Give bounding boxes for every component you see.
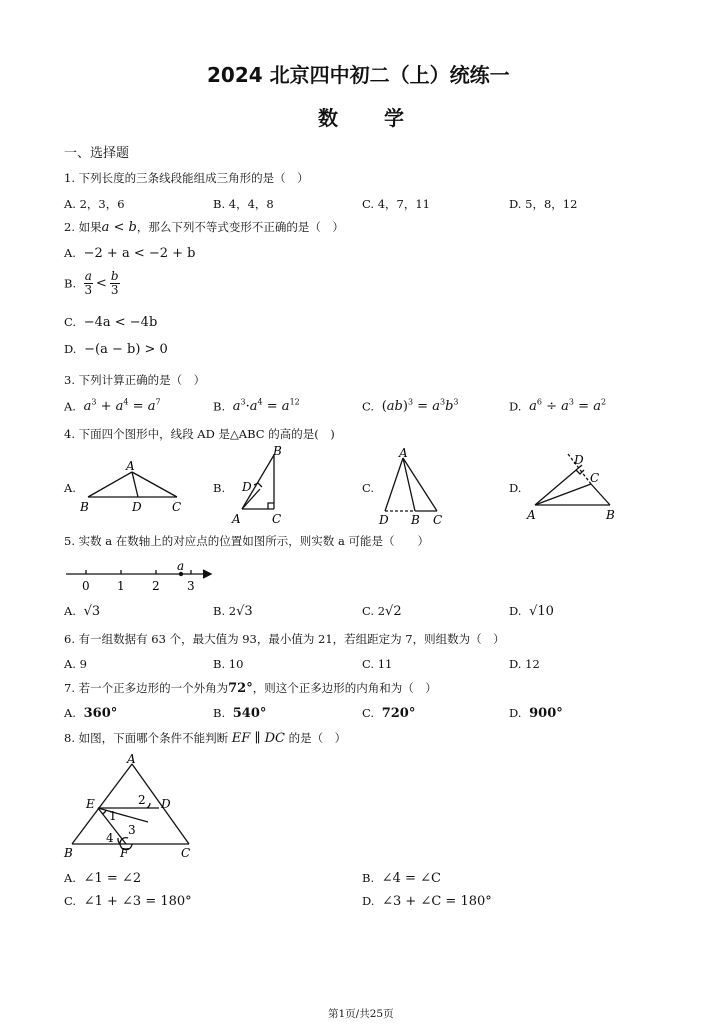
q3-option-c — [362, 398, 458, 414]
q1-option-c: C. 4，7，11 — [362, 197, 430, 211]
q5-option-a-math: √3 — [83, 604, 101, 619]
subject-title: 数 学 — [318, 106, 406, 130]
q3-option-c-label: C. — [362, 399, 375, 414]
q2-option-a — [64, 246, 196, 261]
q3-option-c-math: $(ab)^3 = a^3b^3$ — [381, 398, 459, 415]
svg-text:3: 3 — [128, 823, 136, 837]
q2-option-b-frac-b — [110, 270, 120, 297]
q7-option-c-label: C. — [362, 706, 375, 720]
q3-option-d — [509, 398, 606, 414]
q2-option-d-label: D. — [64, 342, 77, 356]
q1-option-b: B. 4，4，8 — [213, 197, 274, 211]
q7-option-a — [64, 706, 117, 721]
svg-text:C: C — [272, 512, 282, 526]
q2-option-a-math: −2 + a < −2 + b — [83, 246, 196, 261]
q7-option-d-value: 900° — [529, 706, 563, 721]
q5-option-b — [213, 604, 253, 619]
q4-option-b-label: B. — [213, 481, 226, 495]
svg-text:E: E — [86, 797, 95, 811]
q4-stem: 4. 下面四个图形中，线段 AD 是△ABC 的高的是( ) — [64, 427, 335, 441]
q2-option-b-frac-a — [84, 270, 93, 297]
svg-text:D: D — [242, 480, 252, 494]
q2-option-d-math: −(a − b) > 0 — [84, 342, 168, 357]
q5-option-b-math: √3 — [236, 604, 253, 619]
svg-text:B: B — [411, 513, 420, 527]
q2-option-c-math: −4a < −4b — [83, 315, 158, 330]
q2-stem-pre: 2. 如果 — [64, 220, 102, 234]
q7-option-b-value: 540° — [232, 706, 267, 721]
svg-text:A: A — [126, 459, 135, 473]
q4-option-a-label: A. — [64, 481, 76, 495]
q1-option-a: A. 2，3，6 — [64, 197, 125, 211]
q3-option-b-math: $a^3\cdot a^4 = a^{12}$ — [232, 398, 300, 415]
q3-stem: 3. 下列计算正确的是（ ） — [64, 373, 206, 387]
q7-option-a-value: 360° — [83, 706, 118, 721]
q4-figure-d — [522, 450, 622, 522]
frac-denominator: 3 — [110, 283, 119, 297]
frac-denominator: 3 — [84, 283, 93, 297]
q6-option-d: D. 12 — [509, 657, 540, 671]
q8-option-a — [64, 871, 141, 886]
section-heading: 一、选择题 — [64, 146, 130, 161]
q5-tick-0: 0 — [82, 579, 90, 593]
q5-option-a-label: A. — [64, 604, 76, 618]
q6-option-a: A. 9 — [64, 657, 87, 671]
q5-option-b-label: B. 2 — [213, 604, 237, 618]
q8-stem-pre: 8. 如图，下面哪个条件不能判断 — [64, 731, 229, 745]
q6-option-c: C. 11 — [362, 657, 393, 671]
q4-figure-a — [80, 455, 190, 515]
q3-option-a-label: A. — [64, 399, 76, 414]
q5-option-c-label: C. 2 — [362, 604, 386, 618]
frac-numerator: a — [84, 269, 92, 283]
q3-option-d-math: $a^6 \div a^3 = a^2$ — [529, 398, 607, 415]
svg-text:C: C — [181, 846, 191, 860]
q6-option-b: B. 10 — [213, 657, 244, 671]
page-footer: 第1页/共25页 — [328, 1008, 394, 1020]
svg-text:B: B — [273, 445, 282, 458]
q7-stem — [64, 680, 437, 696]
q5-tick-2: 2 — [152, 579, 160, 593]
q8-condition: EF ∥ DC — [231, 731, 285, 746]
q2-stem-post: ，那么下列不等式变形不正确的是（ ） — [136, 220, 344, 234]
svg-text:A: A — [399, 448, 408, 460]
q7-option-b — [213, 706, 266, 721]
q2-option-b-label: B. — [64, 276, 77, 291]
svg-text:A: A — [527, 508, 536, 522]
q2-option-c — [64, 315, 157, 330]
q5-option-a — [64, 604, 100, 619]
q7-option-c — [362, 706, 415, 721]
q8-option-a-label: A. — [64, 871, 76, 885]
q3-option-d-label: D. — [509, 399, 522, 414]
exam-title: 2024 北京四中初二（上）统练一 — [207, 63, 510, 87]
q3-option-b-label: B. — [213, 399, 226, 414]
svg-text:A: A — [232, 512, 241, 526]
svg-text:D: D — [161, 797, 171, 811]
q3-option-a — [64, 398, 161, 414]
q2-option-d — [64, 342, 168, 357]
q5-number-line — [64, 560, 224, 594]
q8-option-d-label: D. — [362, 894, 375, 908]
q5-point-label: a — [177, 560, 185, 573]
q2-option-a-label: A. — [64, 246, 76, 260]
q5-tick-1: 1 — [117, 579, 125, 593]
svg-text:C: C — [433, 513, 443, 527]
q8-stem-post: 的是（ ） — [288, 731, 347, 745]
svg-text:D: D — [132, 500, 142, 514]
q3-option-a-math: $a^3 + a^4 = a^7$ — [83, 398, 161, 415]
frac-numerator: b — [110, 269, 119, 283]
q4-figure-b — [228, 445, 298, 527]
svg-text:D: D — [574, 453, 584, 467]
svg-text:2: 2 — [138, 793, 146, 807]
q7-option-b-label: B. — [213, 706, 226, 720]
svg-text:C: C — [172, 500, 182, 514]
q5-option-c — [362, 604, 402, 619]
svg-text:F: F — [120, 846, 129, 860]
q8-option-c — [64, 894, 192, 909]
svg-text:C: C — [590, 471, 600, 485]
q8-option-c-math: ∠1 + ∠3 = 180° — [83, 894, 192, 909]
q2-option-c-label: C. — [64, 315, 77, 329]
svg-text:1: 1 — [109, 809, 117, 823]
q8-option-b-math: ∠4 = ∠C — [381, 871, 441, 886]
q7-angle: 72° — [228, 681, 253, 696]
q1-stem: 1. 下列长度的三条线段能组成三角形的是（ ） — [64, 171, 309, 185]
q2-option-b-relation: < — [95, 276, 107, 291]
q8-option-b-label: B. — [362, 871, 375, 885]
q5-tick-3: 3 — [187, 579, 195, 593]
q5-option-d-math: √10 — [529, 604, 554, 619]
q8-option-a-math: ∠1 = ∠2 — [83, 871, 142, 886]
q7-option-d-label: D. — [509, 706, 522, 720]
q4-option-d-label: D. — [509, 481, 522, 495]
svg-text:B: B — [606, 508, 615, 522]
svg-text:D: D — [379, 513, 389, 527]
q5-option-c-math: √2 — [385, 604, 402, 619]
q8-option-b — [362, 871, 441, 886]
svg-text:A: A — [127, 752, 136, 766]
q6-stem: 6. 有一组数据有 63 个，最大值为 93，最小值为 21，若组距定为 7，则组数为（ ） — [64, 632, 505, 646]
svg-text:4: 4 — [106, 831, 114, 845]
q2-stem — [64, 219, 344, 235]
q7-option-a-label: A. — [64, 706, 76, 720]
q2-condition: a < b — [101, 220, 137, 235]
q4-option-c-label: C. — [362, 481, 375, 495]
q8-option-c-label: C. — [64, 894, 77, 908]
q2-option-b — [64, 270, 123, 297]
q7-stem-pre: 7. 若一个正多边形的一个外角为 — [64, 681, 229, 695]
svg-text:B: B — [64, 846, 73, 860]
q5-stem: 5. 实数 a 在数轴上的对应点的位置如图所示，则实数 a 可能是（ ） — [64, 534, 429, 548]
q8-stem — [64, 730, 346, 746]
q7-option-c-value: 720° — [381, 706, 416, 721]
q5-option-d — [509, 604, 554, 619]
q7-stem-post: ，则这个正多边形的内角和为（ ） — [252, 681, 437, 695]
q8-option-d — [362, 894, 492, 909]
q4-figure-c — [375, 448, 450, 528]
q5-option-d-label: D. — [509, 604, 522, 618]
svg-text:B: B — [80, 500, 89, 514]
q8-option-d-math: ∠3 + ∠C = 180° — [382, 894, 492, 909]
q3-option-b — [213, 398, 300, 414]
q8-figure — [62, 752, 202, 864]
q7-option-d — [509, 706, 563, 721]
q1-option-d: D. 5，8，12 — [509, 197, 578, 211]
